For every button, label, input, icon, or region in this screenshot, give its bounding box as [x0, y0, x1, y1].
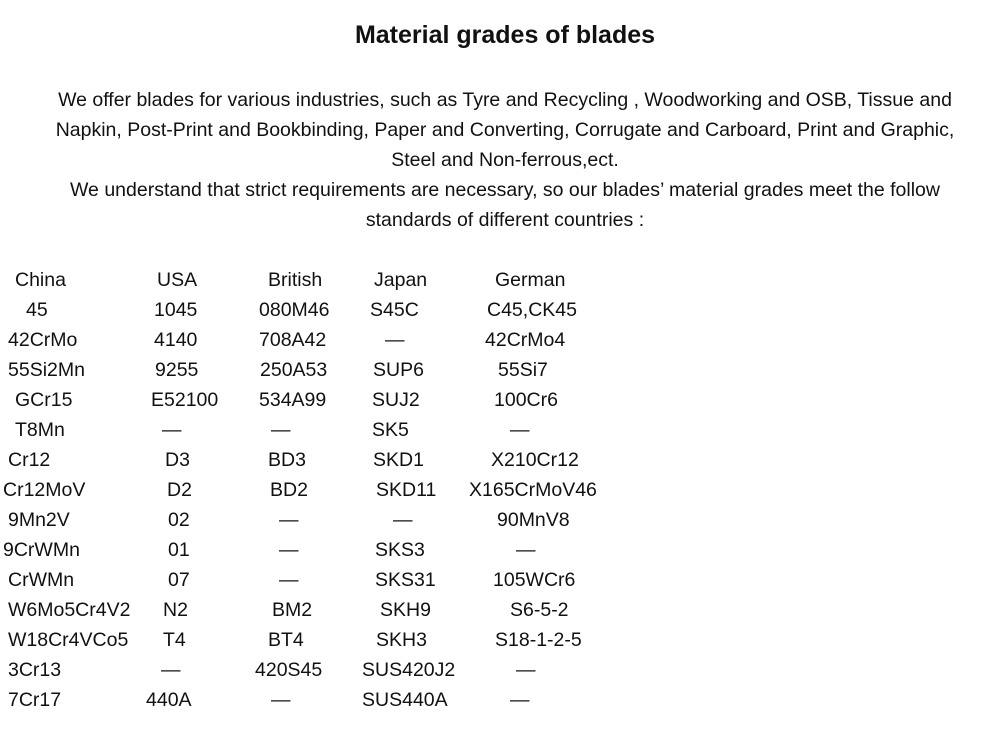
cell-china: Cr12MoV	[3, 479, 86, 501]
cell-china: 55Si2Mn	[8, 359, 85, 381]
cell-usa: 01	[168, 539, 190, 561]
cell-british: —	[279, 509, 299, 531]
cell-china: 45	[26, 299, 48, 321]
cell-china: T8Mn	[15, 419, 65, 441]
cell-japan: SUS420J2	[362, 659, 456, 681]
cell-japan: SKD1	[373, 449, 424, 471]
cell-usa: 9255	[155, 359, 199, 381]
cell-british: 708A42	[259, 329, 327, 351]
cell-usa: D3	[165, 449, 190, 471]
cell-japan: SK5	[372, 419, 409, 441]
cell-german: —	[516, 659, 536, 681]
cell-british: 420S45	[255, 659, 323, 681]
cell-german: S6-5-2	[510, 599, 569, 621]
cell-german: 55Si7	[498, 359, 548, 381]
cell-usa: 02	[168, 509, 190, 531]
header-japan: Japan	[374, 269, 428, 291]
cell-german: S18-1-2-5	[495, 629, 582, 651]
cell-usa: 440A	[146, 689, 192, 711]
table-row	[0, 535, 640, 565]
table-row	[0, 685, 640, 715]
table-row	[0, 445, 640, 475]
material-grades-table	[0, 265, 640, 715]
cell-german: X165CrMoV46	[469, 479, 597, 501]
cell-usa: E52100	[151, 389, 219, 411]
header-british: British	[268, 269, 323, 291]
cell-german: —	[510, 689, 530, 711]
cell-japan: S45C	[370, 299, 419, 321]
intro-text	[0, 85, 1002, 235]
cell-japan: SKS3	[375, 539, 425, 561]
table-row	[0, 325, 640, 355]
table-row	[0, 475, 640, 505]
header-china: China	[15, 269, 66, 291]
cell-japan: SUJ2	[372, 389, 420, 411]
cell-british: BD2	[270, 479, 308, 501]
cell-british: —	[279, 569, 299, 591]
cell-german: 42CrMo4	[485, 329, 566, 351]
intro-line: We understand that strict requirements are necessary, so our blades’ material grades meet the follow	[70, 179, 940, 201]
table-row	[0, 595, 640, 625]
cell-japan: SUP6	[373, 359, 424, 381]
table-row	[0, 385, 640, 415]
cell-german: C45,CK45	[487, 299, 577, 321]
intro-line: Steel and Non-ferrous,ect.	[391, 149, 619, 171]
cell-china: 42CrMo	[8, 329, 78, 351]
cell-china: 7Cr17	[8, 689, 62, 711]
cell-british: —	[271, 419, 291, 441]
page-title: Material grades of blades	[354, 21, 656, 49]
cell-china: 9CrWMn	[3, 539, 80, 561]
cell-china: CrWMn	[8, 569, 75, 591]
table-row	[0, 295, 640, 325]
cell-british: —	[279, 539, 299, 561]
intro-line: We offer blades for various industries, such as Tyre and Recycling , Woodworking and OSB, Tissue and	[58, 89, 952, 111]
table-row	[0, 565, 640, 595]
cell-japan: SKD11	[376, 479, 437, 501]
table-header-row	[0, 265, 640, 295]
header-german: German	[495, 269, 566, 291]
cell-japan: SUS440A	[362, 689, 448, 711]
cell-japan: —	[393, 509, 413, 531]
intro-line: Napkin, Post-Print and Bookbinding, Paper and Converting, Corrugate and Carboard, Print and Graphic,	[55, 119, 955, 141]
header-usa: USA	[157, 269, 198, 291]
cell-china: 9Mn2V	[8, 509, 70, 531]
cell-usa: —	[161, 659, 181, 681]
cell-japan: SKH3	[376, 629, 427, 651]
table-row	[0, 355, 640, 385]
cell-german: X210Cr12	[491, 449, 579, 471]
cell-british: 250A53	[260, 359, 328, 381]
cell-german: —	[516, 539, 536, 561]
cell-british: 080M46	[259, 299, 330, 321]
cell-china: GCr15	[15, 389, 73, 411]
cell-usa: T4	[163, 629, 186, 651]
cell-china: W6Mo5Cr4V2	[8, 599, 131, 621]
cell-usa: 4140	[154, 329, 198, 351]
cell-japan: SKS31	[375, 569, 436, 591]
cell-usa: D2	[167, 479, 192, 501]
intro-line: standards of different countries :	[365, 209, 645, 231]
cell-usa: —	[162, 419, 182, 441]
cell-china: W18Cr4VCo5	[8, 629, 129, 651]
cell-usa: 07	[168, 569, 190, 591]
cell-german: 105WCr6	[493, 569, 576, 591]
table-row	[0, 655, 640, 685]
cell-british: 534A99	[259, 389, 327, 411]
cell-british: BM2	[272, 599, 313, 621]
cell-china: 3Cr13	[8, 659, 62, 681]
cell-china: Cr12	[8, 449, 51, 471]
cell-british: BD3	[268, 449, 306, 471]
cell-usa: N2	[163, 599, 188, 621]
cell-usa: 1045	[154, 299, 198, 321]
cell-japan: —	[385, 329, 405, 351]
table-row	[0, 505, 640, 535]
table-row	[0, 625, 640, 655]
cell-japan: SKH9	[380, 599, 431, 621]
cell-british: BT4	[268, 629, 304, 651]
cell-british: —	[271, 689, 291, 711]
cell-german: 100Cr6	[494, 389, 558, 411]
cell-german: 90MnV8	[497, 509, 570, 531]
table-row	[0, 415, 640, 445]
cell-german: —	[510, 419, 530, 441]
